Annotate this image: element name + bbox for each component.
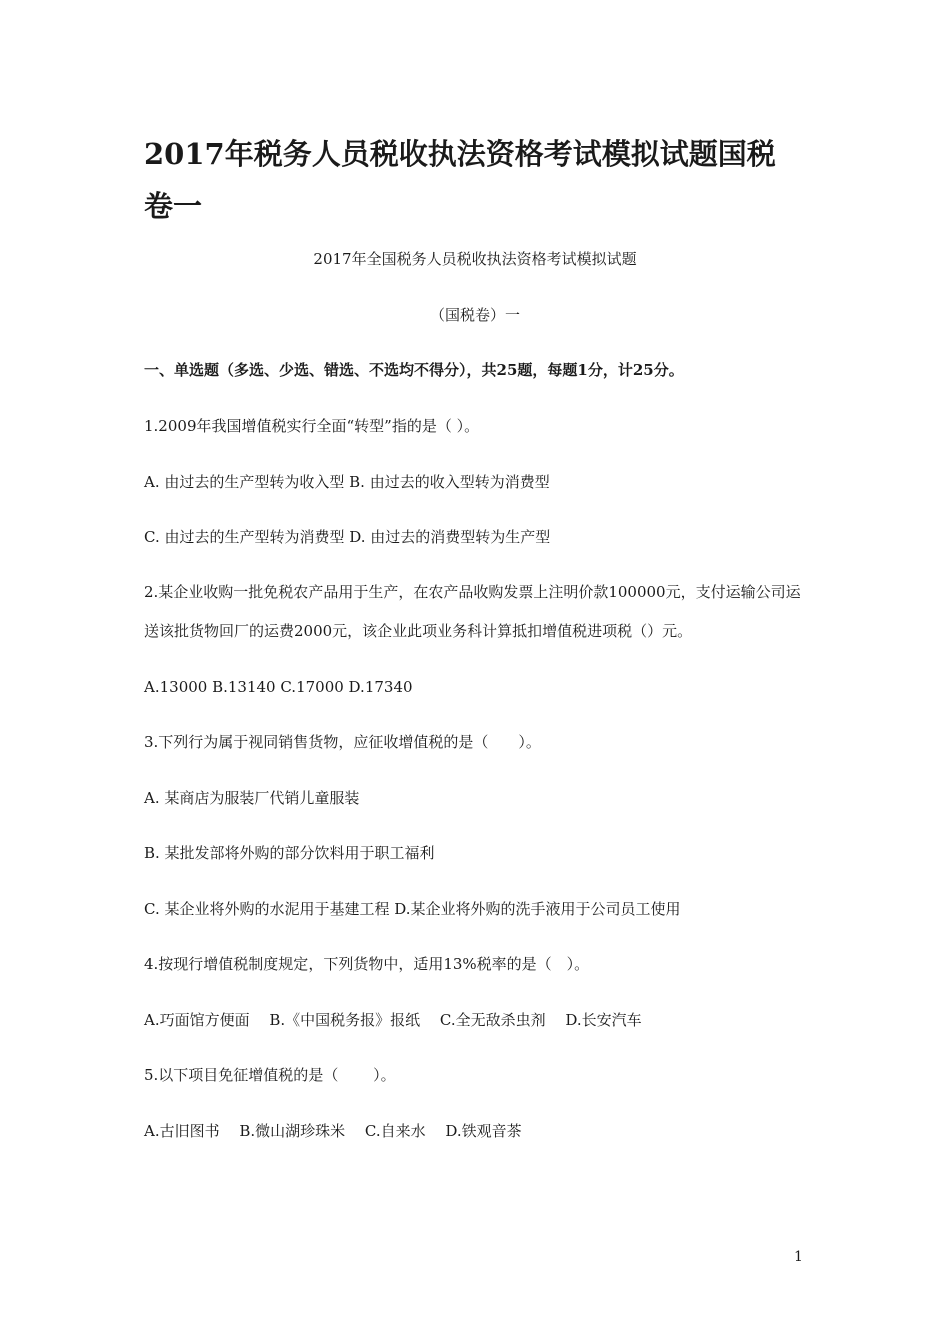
document-subtitle-volume: （国税卷）一 xyxy=(429,306,520,324)
question-3-option-b: B. 某批发部将外购的部分饮料用于职工福利 xyxy=(144,844,435,862)
question-5-options: A.古旧图书 B.微山湖珍珠米 C.自来水 D.铁观音茶 xyxy=(144,1122,522,1140)
question-3-options-cd: C. 某企业将外购的水泥用于基建工程 D.某企业将外购的洗手液用于公司员工使用 xyxy=(144,900,681,918)
section-heading: 一、单选题（多选、少选、错选、不选均不得分），共25题，每题1分，计25分。 xyxy=(144,361,684,379)
question-2: 2.某企业收购一批免税农产品用于生产，在农产品收购发票上注明价款100000元，支付运输公司运送该批货物回厂的运费2000元，该企业此项业务科计算抵扣增值税进项税（）元。 xyxy=(144,583,801,640)
question-1: 1.2009年我国增值税实行全面“转型”指的是（ ）。 xyxy=(144,417,480,435)
document-subtitle: 2017年全国税务人员税收执法资格考试模拟试题 xyxy=(313,250,637,268)
question-2-options: A.13000 B.13140 C.17000 D.17340 xyxy=(144,678,413,696)
question-1-options-cd: C. 由过去的生产型转为消费型 D. 由过去的消费型转为生产型 xyxy=(144,528,551,546)
document-title: 2017年税务人员税收执法资格考试模拟试题国税卷一 xyxy=(144,137,776,223)
question-5: 5.以下项目免征增值税的是（ ）。 xyxy=(144,1066,396,1084)
question-3: 3.下列行为属于视同销售货物，应征收增值税的是（ ）。 xyxy=(144,733,541,751)
question-3-option-a: A. 某商店为服装厂代销儿童服装 xyxy=(144,789,360,807)
question-4: 4.按现行增值税制度规定，下列货物中，适用13%税率的是（ ）。 xyxy=(144,955,590,973)
page-number: 1 xyxy=(794,1249,803,1265)
question-1-options-ab: A. 由过去的生产型转为收入型 B. 由过去的收入型转为消费型 xyxy=(144,473,550,491)
question-4-options: A.巧面馆方便面 B.《中国税务报》报纸 C.全无敌杀虫剂 D.长安汽车 xyxy=(144,1011,642,1029)
